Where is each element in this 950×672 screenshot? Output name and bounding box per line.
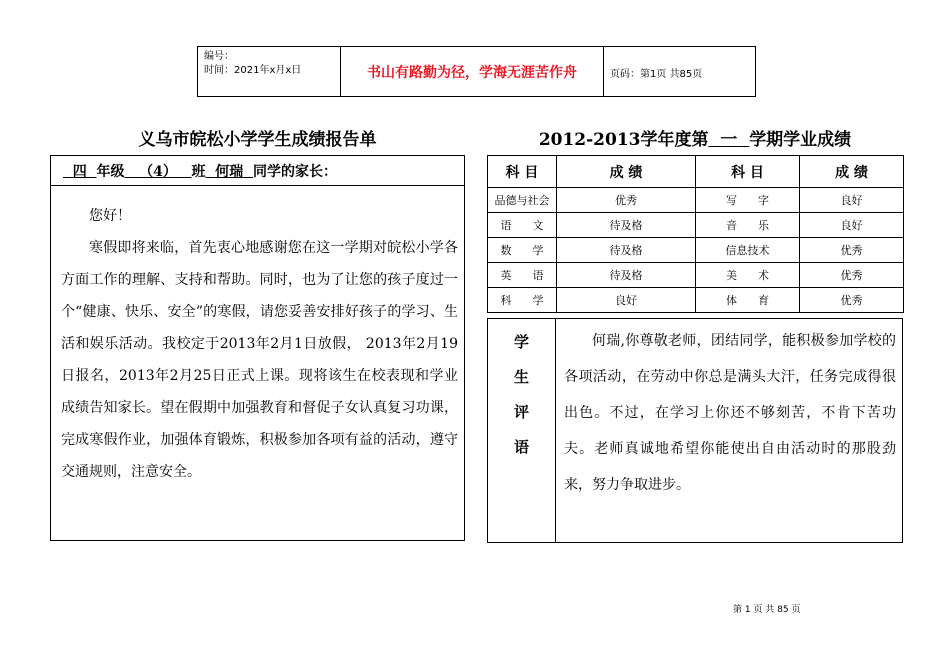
subject-cell: 写 字 bbox=[696, 188, 800, 213]
subject-cell: 英 语 bbox=[488, 263, 557, 288]
subject-cell: 美 术 bbox=[696, 263, 800, 288]
table-row bbox=[488, 263, 904, 288]
comment-label-char: 评 bbox=[513, 403, 529, 421]
grade-cell: 优秀 bbox=[800, 288, 904, 313]
column-header: 科 目 bbox=[488, 156, 557, 188]
grade-cell: 良好 bbox=[557, 288, 696, 313]
comment-label-char: 生 bbox=[513, 368, 529, 386]
grade-cell: 待及格 bbox=[557, 238, 696, 263]
table-row bbox=[488, 213, 904, 238]
subject-cell: 体 育 bbox=[696, 288, 800, 313]
time-label: 时间：2021年x月x日 bbox=[204, 65, 302, 76]
grade-cell: 优秀 bbox=[557, 188, 696, 213]
grade-cell: 良好 bbox=[800, 213, 904, 238]
subject-cell: 品德与社会 bbox=[488, 188, 557, 213]
comment-paragraph: 何瑞,你尊敬老师，团结同学，能积极参加学校的各项活动，在劳动中你总是满头大汗，任务完成得很出色。不过，在学习上你还不够刻苦，不肯下苦功夫。老师真诚地希望你能使出自由活动时的那股劲来，努力争取进步。 bbox=[564, 333, 896, 493]
parent-letter bbox=[50, 155, 465, 541]
comment-label-char: 语 bbox=[513, 438, 529, 456]
page-label: 页码：第1页 共85页 bbox=[610, 68, 703, 80]
letter-paragraph: 寒假即将来临，首先衷心地感谢您在这一学期对皖松小学各方面工作的理解、支持和帮助。同时，也为了让您的孩子度过一个“健康、快乐、安全”的寒假，请您妥善安排好孩子的学习、生活和娱乐活动。我校定于2013年2月1日放假， 2013年2月19日报名，2013年2月25日正式上课。现将该生在校表现和学业成绩告知家长。望在假期中加强教育和督促子女认真复习功课，完成寒假作业，加强体育锻炼，积极参加各项有益的活动，遵守交通规则，注意安全。 bbox=[61, 240, 458, 480]
grade-value: 四 bbox=[72, 164, 87, 180]
grades-table bbox=[487, 155, 904, 313]
header-meta bbox=[198, 47, 341, 97]
grades-header-row bbox=[488, 156, 904, 188]
grades-title-suffix: 学期学业成绩 bbox=[749, 130, 852, 150]
table-row bbox=[488, 188, 904, 213]
grades-title-prefix: 2012-2013学年度第 bbox=[538, 130, 709, 150]
grade-label: 年级 bbox=[96, 164, 125, 180]
grade-cell: 待及格 bbox=[557, 213, 696, 238]
document-header bbox=[197, 46, 756, 97]
number-label: 编号： bbox=[204, 51, 234, 62]
teacher-comment bbox=[487, 318, 903, 543]
grade-cell: 待及格 bbox=[557, 263, 696, 288]
motto: 书山有路勤为径，学海无涯苦作舟 bbox=[341, 47, 604, 97]
grades-title bbox=[487, 125, 903, 150]
table-row bbox=[488, 238, 904, 263]
comment-label bbox=[488, 319, 556, 542]
letter-greeting: 您好！ bbox=[89, 208, 131, 224]
table-row bbox=[488, 288, 904, 313]
letter-body bbox=[61, 200, 458, 488]
student-name: 何瑞 bbox=[215, 164, 244, 180]
comment-text bbox=[564, 323, 896, 503]
subject-cell: 音 乐 bbox=[696, 213, 800, 238]
page-footer: 第 1 页 共 85 页 bbox=[733, 605, 801, 615]
column-header: 成 绩 bbox=[557, 156, 696, 188]
column-header: 科 目 bbox=[696, 156, 800, 188]
header-divider bbox=[197, 96, 756, 97]
subject-cell: 数 学 bbox=[488, 238, 557, 263]
subject-cell: 语 文 bbox=[488, 213, 557, 238]
subject-cell: 科 学 bbox=[488, 288, 557, 313]
grade-cell: 良好 bbox=[800, 188, 904, 213]
grade-cell: 优秀 bbox=[800, 238, 904, 263]
term-number: 一 bbox=[720, 130, 738, 150]
grade-cell: 优秀 bbox=[800, 263, 904, 288]
column-header: 成 绩 bbox=[800, 156, 904, 188]
comment-label-char: 学 bbox=[513, 333, 529, 351]
subject-cell: 信息技术 bbox=[696, 238, 800, 263]
report-title: 义乌市皖松小学学生成绩报告单 bbox=[138, 130, 377, 150]
letter-heading bbox=[51, 156, 464, 186]
class-label: 班 bbox=[191, 164, 206, 180]
class-value: （4） bbox=[139, 164, 177, 180]
parent-label: 同学的家长： bbox=[253, 164, 337, 180]
